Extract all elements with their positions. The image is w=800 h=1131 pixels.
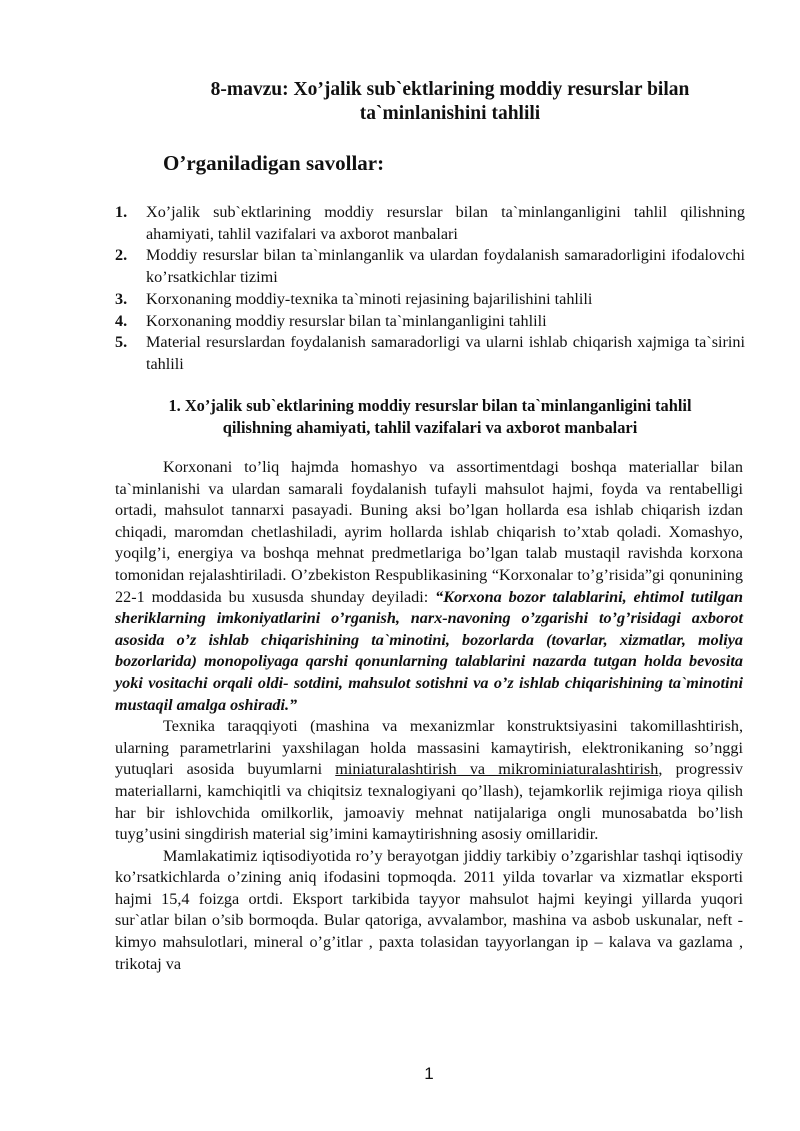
- list-item: [115, 245, 745, 288]
- law-quote: “Korxona bozor talablarini, ehtimol tutilgan sheriklarning imkoniyatlarini o’rganish, narx-navoning o’zgarishi to’g’risidagi axborot asosida o’z ishlab chiqarishining ta`minotini, bozorlarda (tovarlar, xizmatlar, moliya bozorlarida) monopoliyaga qarshi qonunlarning talablarini nazarda tutgan holda bevosita yoki vositachi orqali oldi- sotdini, mahsulot sotishni va o’z ishlab chiqarishining ta`minotini mustaqil amalga oshiradi.”: [115, 587, 743, 714]
- page-number: 1: [424, 1064, 434, 1083]
- list-item-number: 4.: [115, 311, 128, 330]
- paragraph-2-end: , progressiv materiallarni, kamchiqitli va chiqitsiz texnalogiyani qo’llash), tejamkorlik rejimiga rioya qilish har bir ishlovchida omilkorlik, jamoaviy mehnat natijalariga ongli munosabatda bo’lish tuyg’usini singdirish material sig’imini kamaytirishning asosiy omillaridir.: [115, 760, 744, 844]
- section-heading-line-2: qilishning ahamiyati, tahlil vazifalari va axborot manbalari: [222, 418, 638, 437]
- paragraph-2: [115, 716, 743, 846]
- paragraph-1: [115, 457, 743, 716]
- list-item-text: Korxonaning moddiy-texnika ta`minoti rejasining bajarilishini tahlili: [146, 289, 593, 308]
- list-item-number: 3.: [115, 289, 128, 308]
- list-item-text: Xo’jalik sub`ektlarining moddiy resurslar bilan ta`minlanganligini tahlil qilishning ahamiyati, tahlil vazifalari va axborot manbalari: [146, 203, 745, 243]
- list-item-number: 5.: [115, 333, 128, 352]
- questions-heading: O’rganiladigan savollar:: [163, 151, 385, 175]
- list-item-text: Material resurslardan foydalanish samaradorligi va ularni ishlab chiqarish xajmiga ta`sirini tahlili: [146, 333, 745, 373]
- section-heading-line-1: 1. Xo’jalik sub`ektlarining moddiy resurslar bilan ta`minlanganligini tahlil: [168, 396, 692, 415]
- list-item: [115, 289, 745, 311]
- list-item-number: 2.: [115, 246, 128, 265]
- list-item-text: Korxonaning moddiy resurslar bilan ta`minlanganligini tahlili: [146, 311, 547, 330]
- paragraph-3: Mamlakatimiz iqtisodiyotida ro’y berayotgan jiddiy tarkibiy o’zgarishlar tashqi iqtisodiy ko’rsatkichlarda o’zining aniq ifodasini topmoqda. 2011 yilda tovarlar va xizmatlar eksporti hajmi 15,4 foizga ortdi. Eksport tarkibida tayyor mahsulot hajmi keyingi yillarda yuqori sur`atlar bilan o’sib bormoqda. Bular qatoriga, avvalambor, mashina va asbob uskunalar, neft - kimyo mahsulotlari, mineral o’g’itlar , paxta tolasidan tayyorlangan ip – kalava va gazlama , trikotaj va: [115, 846, 743, 973]
- document-title: [170, 78, 730, 126]
- list-item: [115, 311, 745, 333]
- list-item: [115, 332, 745, 375]
- list-item: [115, 202, 745, 245]
- paragraph-1-text: Korxonani to’liq hajmda homashyo va assortimentdagi boshqa materiallar bilan ta`minlanishi va ulardan samarali foydalanish tufayli mahsulot hajmi, foyda va rentabelligi ortadi, mahsulot tannarxi pasayadi. Buning aksi bo’lgan hollarda esa ishlab chiqarish izdan chiqadi, maromdan chetlashiladi, ayrim hollarda ishlab chiqarish to’xtab qoladi. Xomashyo, yoqilg’i, energiya va boshqa mehnat predmetlariga bo’lgan talab mustaqil ravishda korxona tomonidan rejalashtiriladi. O’zbekiston Respublikasining “Korxonalar to’g’risida”gi qonunining 22-1 moddasida bu xususda shunday deyiladi:: [115, 458, 743, 606]
- list-item-text: Moddiy resurslar bilan ta`minlanganlik va ulardan foydalanish samaradorligini ifodalovchi ko’rsatkichlar tizimi: [146, 246, 745, 287]
- section-heading: [115, 395, 745, 439]
- body-text: [115, 457, 743, 975]
- title-line-1: 8-mavzu: Xo’jalik sub`ektlarining moddiy resurslar bilan: [210, 79, 690, 100]
- list-item-number: 1.: [115, 203, 128, 221]
- title-line-2: ta`minlanishini tahlili: [359, 103, 541, 124]
- questions-list: [115, 202, 745, 376]
- paragraph-2-start: Texnika taraqqiyoti (mashina va mexanizmlar konstruktsiyasini takomillashtirish, ularning parametrlarini yaxshilagan holda massasini kamaytirish, elektronikaning so’nggi yutuqlari asosida buyumlarni: [115, 717, 743, 779]
- underlined-term: miniaturalashtirish va mikrominiaturalashtirish: [335, 760, 659, 779]
